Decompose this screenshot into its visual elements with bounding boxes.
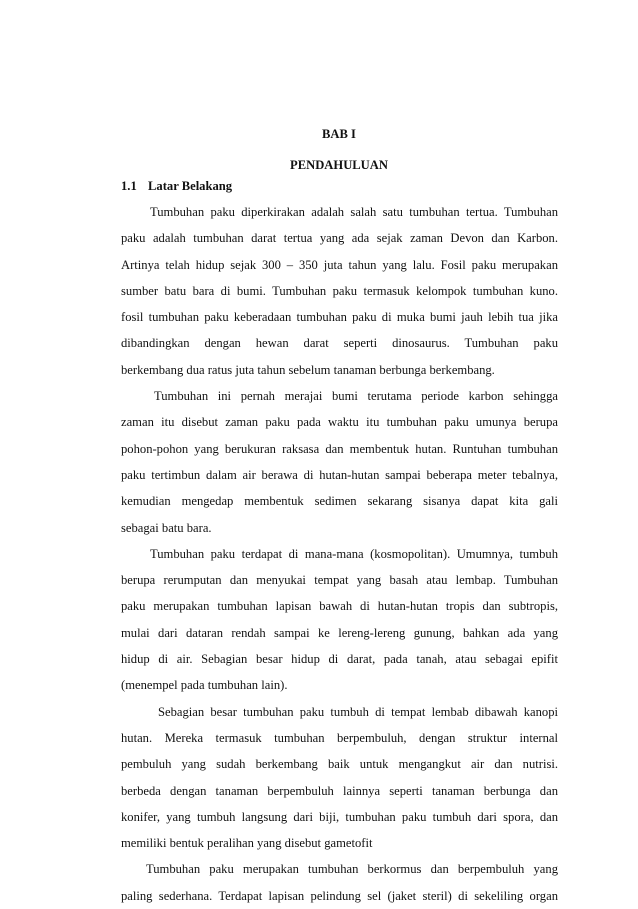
text-line: Artinya telah hidup sejak 300 – 350 juta tahun yang lalu. Fosil paku merupakan (121, 257, 558, 272)
text-line: hidup di air. Sebagian besar hidup di darat, pada tanah, atau sebagai epifit (121, 652, 558, 667)
text-line: dibandingkan dengan hewan darat seperti dinosaurus. Tumbuhan paku (121, 336, 558, 351)
section-heading (121, 173, 232, 199)
body-text (121, 199, 558, 909)
text-line: (menempel pada tumbuhan lain). (121, 678, 288, 693)
text-line: konifer, yang tumbuh langsung dari biji, tumbuhan paku tumbuh dari spora, dan (121, 809, 558, 824)
text-line: berupa rerumputan dan menyukai tempat yang basah atau lembap. Tumbuhan (121, 573, 558, 588)
section-number: 1.1 (121, 179, 137, 193)
text-line: Tumbuhan paku terdapat di mana-mana (kosmopolitan). Umumnya, tumbuh (150, 546, 558, 561)
text-line: paling sederhana. Terdapat lapisan pelindung sel (jaket steril) di sekeliling organ (121, 888, 558, 903)
text-line: kemudian mengedap membentuk sedimen sekarang sisanya dapat kita gali (121, 494, 558, 509)
text-line: memiliki bentuk peralihan yang disebut gametofit (121, 836, 373, 851)
chapter-label: BAB I (322, 127, 356, 141)
text-line: fosil tumbuhan paku keberadaan tumbuhan paku di muka bumi jauh lebih tua jika (121, 310, 558, 325)
text-line: sumber batu bara di bumi. Tumbuhan paku termasuk kelompok tumbuhan kuno. (121, 283, 558, 298)
text-line: zaman itu disebut zaman paku pada waktu itu tumbuhan paku umunya berupa (121, 415, 558, 430)
text-line: Tumbuhan paku merupakan tumbuhan berkormus dan berpembuluh yang (146, 862, 558, 877)
text-line: berbeda dengan tanaman berpembuluh lainnya seperti tanaman berbunga dan (121, 783, 558, 798)
text-line: pembuluh yang sudah berkembang baik untuk mengangkut air dan nutrisi. (121, 757, 558, 772)
text-line: Tumbuhan paku diperkirakan adalah salah satu tumbuhan tertua. Tumbuhan (150, 205, 558, 219)
text-line: paku merupakan tumbuhan lapisan bawah di hutan-hutan tropis dan subtropis, (121, 599, 558, 614)
text-line: Tumbuhan ini pernah merajai bumi terutama periode karbon sehingga (154, 389, 558, 404)
text-line: hutan. Mereka termasuk tumbuhan berpembuluh, dengan struktur internal (121, 730, 558, 745)
text-line: pohon-pohon yang berukuran raksasa dan membentuk hutan. Runtuhan tumbuhan (121, 441, 558, 456)
section-title: Latar Belakang (148, 179, 233, 193)
text-line: sebagai batu bara. (121, 520, 212, 535)
text-line: Sebagian besar tumbuhan paku tumbuh di tempat lembab dibawah kanopi (158, 704, 558, 719)
chapter-title: PENDAHULUAN (290, 158, 388, 172)
text-line: mulai dari dataran rendah sampai ke lereng-lereng gunung, bahkan ada yang (121, 625, 558, 640)
text-line: paku tertimbun dalam air berawa di hutan-hutan sampai beberapa meter tebalnya, (121, 467, 558, 482)
text-line: paku adalah tumbuhan darat tertua yang ada sejak zaman Devon dan Karbon. (121, 231, 558, 246)
text-line: berkembang dua ratus juta tahun sebelum tanaman berbunga berkembang. (121, 362, 495, 377)
chapter-heading (120, 119, 558, 181)
